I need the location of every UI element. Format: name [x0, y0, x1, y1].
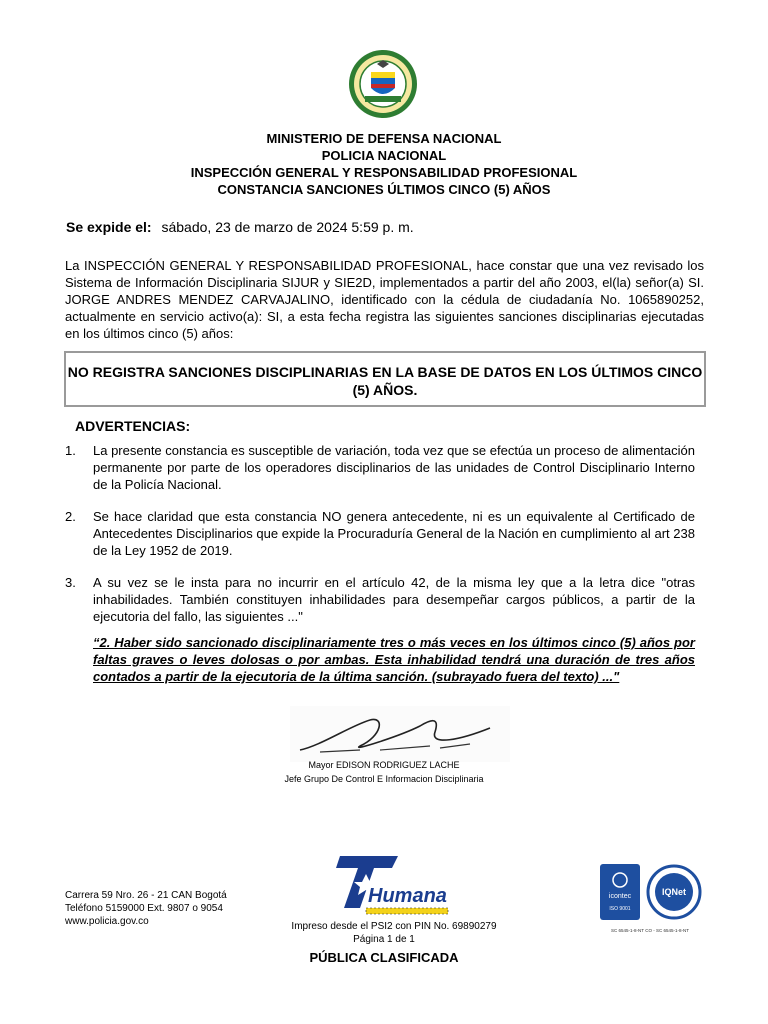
signer-name: Mayor EDISON RODRIGUEZ LACHE [308, 760, 460, 770]
header-police: POLICIA NACIONAL [321, 148, 447, 163]
address-line: Carrera 59 Nro. 26 - 21 CAN Bogotá [65, 890, 227, 901]
quoted-law: “2. Haber sido sancionado disciplinariamente tres o más veces en los últimos cinco (5) años por faltas graves o leves dolosas o por ambas. Esta inhabilidad tendrá una duración de tres años contados a partir de la ejecutoria de la última sanción. (subrayado fuera del texto) ..." [93, 635, 695, 684]
certification-badges [598, 862, 702, 934]
issue-date-label: Se expide el: [66, 219, 152, 235]
warning-item [65, 442, 695, 493]
header-inspection: INSPECCIÓN GENERAL Y RESPONSABILIDAD PROFESIONAL [190, 165, 578, 180]
no-sanctions-text: NO REGISTRA SANCIONES DISCIPLINARIAS EN LA BASE DE DATOS EN LOS ÚLTIMOS CINCO (5) AÑOS. [67, 364, 703, 398]
signer-block [0, 758, 768, 786]
warning-text: Se hace claridad que esta constancia NO genera antecedente, ni es un equivalente al Certificado de Antecedentes Disciplinarios que expide la Procuraduría General de la Nación en cumplimiento al art 238 de la Ley 1952 de 2019. [93, 509, 695, 558]
page-number: Página 1 de 1 [353, 934, 415, 945]
warning-number: 3. [65, 575, 76, 590]
header-title: CONSTANCIA SANCIONES ÚLTIMOS CINCO (5) AÑOS [217, 182, 551, 197]
warning-item [65, 574, 695, 625]
document-header [0, 130, 768, 198]
no-sanctions-box [64, 351, 706, 407]
warnings-title: ADVERTENCIAS: [75, 418, 191, 434]
icontec-text: icontec [608, 893, 632, 900]
header-ministry: MINISTERIO DE DEFENSA NACIONAL [266, 131, 502, 146]
issue-date [66, 219, 414, 235]
humana-logo [326, 852, 454, 918]
signer-role: Jefe Grupo De Control E Informacion Disciplinaria [284, 774, 484, 784]
website-link[interactable]: www.policia.gov.co [65, 916, 149, 927]
warning-text: La presente constancia es susceptible de variación, toda vez que se efectúa un proceso de alimentación permanente por parte de los operadores disciplinarios de las unidades de Control Disciplinario Interno de la Policía Nacional. [93, 443, 695, 492]
classification: PÚBLICA CLASIFICADA [309, 950, 459, 965]
warning-text: A su vez se le insta para no incurrir en el artículo 42, de la misma ley que a la letra dice "otras inhabilidades. También constituyen inhabilidades para desempeñar cargos públicos, a partir de la ejecutoria del fallo, las siguientes ..." [93, 575, 695, 624]
humana-logo-text: Humana [368, 885, 447, 907]
signature-image [290, 706, 510, 762]
phone-line: Teléfono 5159000 Ext. 9807 o 9054 [65, 903, 223, 914]
warning-number: 2. [65, 509, 76, 524]
iqnet-text: IQNet [661, 887, 687, 897]
warning-number: 1. [65, 443, 76, 458]
cert-codes: SC 6545-1-8-NT CO - SC 6545-1-8-NT [611, 928, 689, 933]
icontec-sub: ISO 9001 [609, 906, 631, 912]
printed-from: Impreso desde el PSI2 con PIN No. 69890279 [291, 921, 497, 932]
policia-crest-logo [347, 48, 419, 120]
issue-date-value: sábado, 23 de marzo de 2024 5:59 p. m. [161, 219, 414, 235]
intro-paragraph: La INSPECCIÓN GENERAL Y RESPONSABILIDAD PROFESIONAL, hace constar que una vez revisado los Sistema de Información Disciplinaria SIJUR y SIE2D, implementados a partir del año 2003, el(la) señor(a) SI. JORGE ANDRES MENDEZ CARVAJALINO, identificado con la cédula de ciudadanía No. 1065890252, actualmente en servicio activo(a): SI, a esta fecha registra las siguientes sanciones disciplinarias ejecutadas en los últimos cinco (5) años: [65, 258, 704, 341]
warning-item [65, 508, 695, 559]
